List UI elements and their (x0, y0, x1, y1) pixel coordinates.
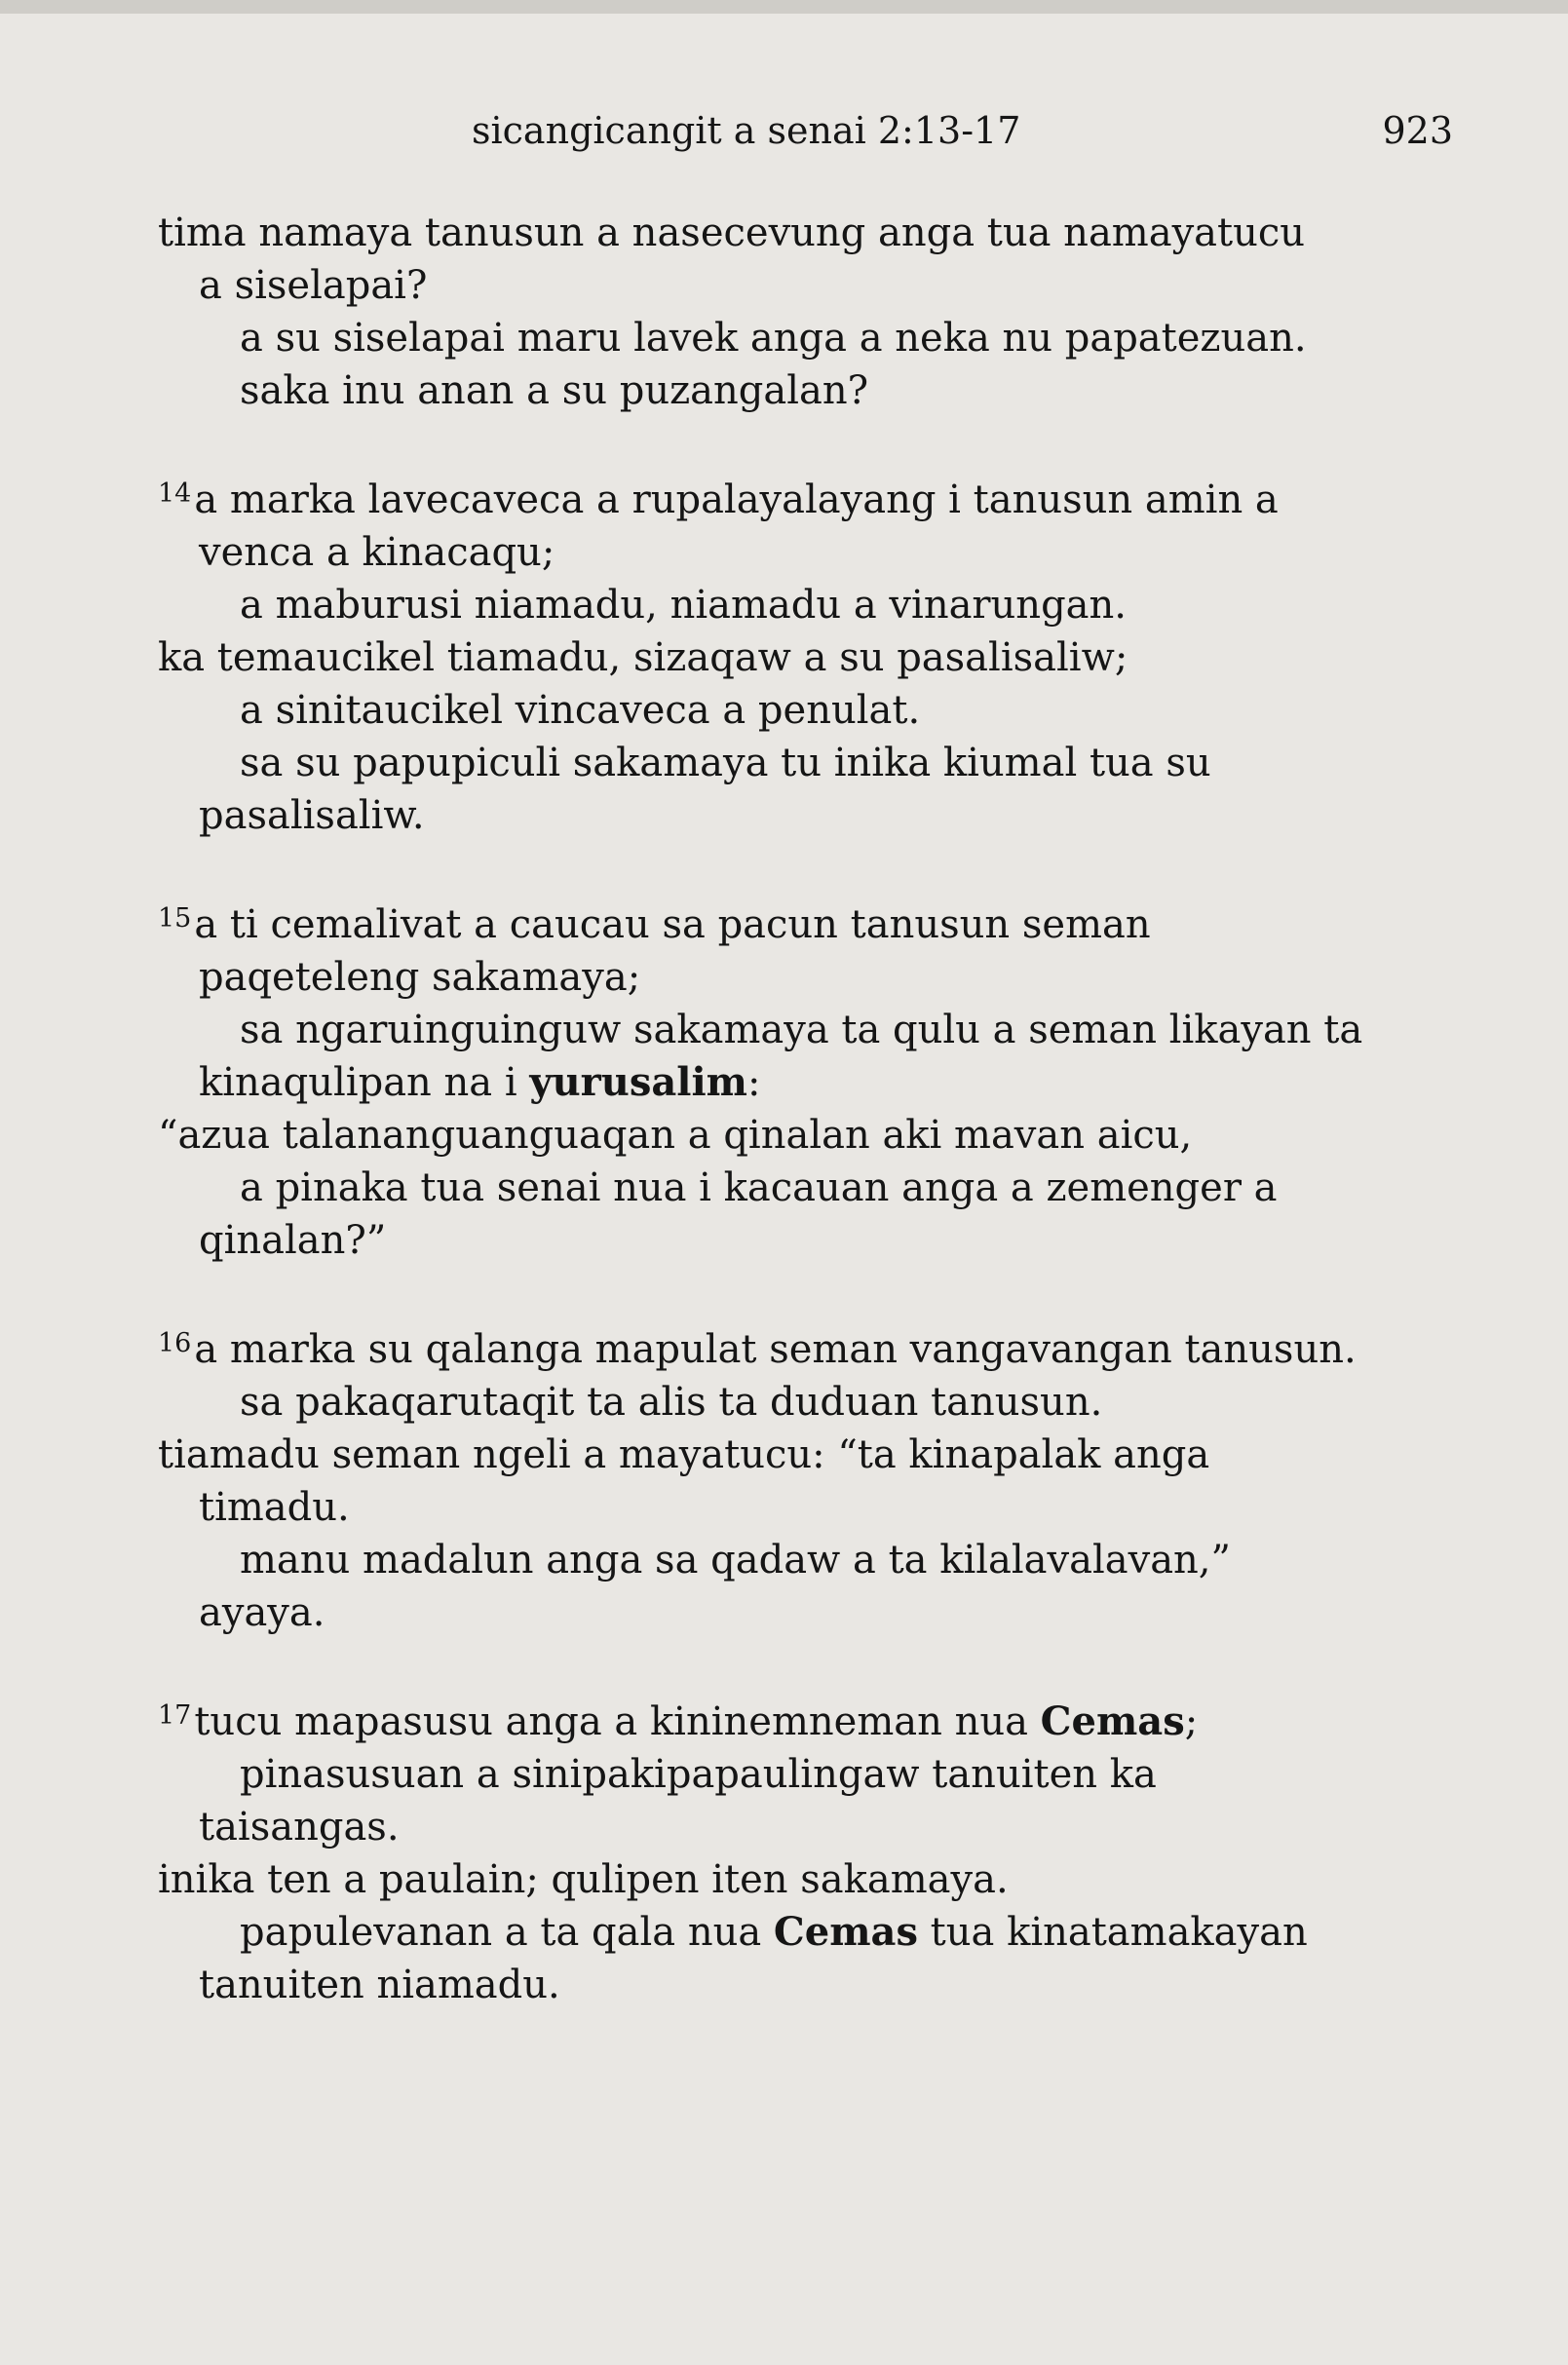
verse-line (158, 789, 1464, 842)
line-text: tiamadu seman ngeli a mayatucu: “ta kinapalak anga (158, 1432, 1210, 1477)
verse-number: 16 (158, 1328, 192, 1358)
line-text: papulevanan a ta qala nua (240, 1910, 774, 1955)
verse-line (158, 1748, 1464, 1801)
line-text: ayaya. (199, 1590, 325, 1635)
verse-line (158, 631, 1464, 684)
page-top-edge (0, 0, 1568, 14)
line-text: saka inu anan a su puzangalan? (240, 368, 869, 413)
verse-line (158, 1690, 1464, 1748)
verse-line (158, 1214, 1464, 1267)
line-text: sa pakaqarutaqit ta alis ta duduan tanusun. (240, 1380, 1103, 1425)
line-text: qinalan?” (199, 1218, 387, 1263)
verse-number: 17 (158, 1700, 192, 1731)
stanza (158, 468, 1464, 842)
stanza (158, 893, 1464, 1267)
stanza (158, 207, 1464, 417)
line-text: sa ngaruinguinguw sakamaya ta qulu a seman likayan ta (240, 1008, 1363, 1052)
verse-line (158, 1586, 1464, 1639)
line-text: taisangas. (199, 1805, 400, 1850)
line-text: a maburusi niamadu, niamadu a vinarungan. (240, 583, 1127, 628)
verse-line (158, 1376, 1464, 1429)
line-text: tima namaya tanusun a nasecevung anga tua namayatucu (158, 210, 1306, 255)
verse-line (158, 526, 1464, 579)
line-text-tail: : (747, 1060, 761, 1105)
verse-line (158, 1429, 1464, 1481)
line-text: timadu. (199, 1485, 350, 1530)
verse-line (158, 1534, 1464, 1586)
verse-line (158, 1056, 1464, 1109)
line-text: venca a kinacaqu; (199, 530, 555, 575)
line-text: manu madalun anga sa qadaw a ta kilalavalavan,” (240, 1538, 1231, 1583)
stanza (158, 1317, 1464, 1639)
verse-line (158, 951, 1464, 1004)
line-text: tucu mapasusu anga a kininemneman nua (194, 1699, 1041, 1744)
verse-line (158, 468, 1464, 526)
line-text: paqeteleng sakamaya; (199, 955, 641, 1000)
verse-line (158, 1481, 1464, 1534)
running-head: sicangicangit a senai 2:13-17 (472, 109, 1021, 152)
bold-name: yurusalim (529, 1059, 747, 1105)
verse-line (158, 1162, 1464, 1214)
line-text: ka temaucikel tiamadu, sizaqaw a su pasalisaliw; (158, 635, 1128, 680)
line-text: a sinitaucikel vincaveca a penulat. (240, 688, 921, 733)
bold-name: Cemas (1040, 1698, 1185, 1744)
line-text-tail: tua kinatamakayan (917, 1910, 1308, 1955)
verse-line (158, 259, 1464, 312)
bold-name: Cemas (773, 1909, 918, 1955)
verse-line (158, 1959, 1464, 2011)
verse-line (158, 1317, 1464, 1376)
line-text: a marka su qalanga mapulat seman vangavangan tanusun. (194, 1327, 1357, 1372)
line-text: “azua talananguanguaqan a qinalan aki mavan aicu, (158, 1113, 1193, 1158)
line-text: kinaqulipan na i (199, 1060, 530, 1105)
verse-line (158, 1853, 1464, 1906)
page-number: 923 (1382, 109, 1453, 152)
verse-line (158, 737, 1464, 789)
line-text: pasalisaliw. (199, 793, 425, 838)
verse-line (158, 1109, 1464, 1162)
poem-body (158, 207, 1464, 2062)
line-text-tail: ; (1184, 1699, 1199, 1744)
line-text: sa su papupiculi sakamaya tu inika kiumal tua su (240, 741, 1211, 785)
verse-line (158, 684, 1464, 737)
verse-line (158, 312, 1464, 364)
line-text: a su siselapai maru lavek anga a neka nu papatezuan. (240, 316, 1307, 361)
verse-line (158, 1801, 1464, 1853)
verse-line (158, 207, 1464, 259)
verse-number: 15 (158, 903, 192, 934)
verse-number: 14 (158, 478, 192, 509)
line-text: pinasusuan a sinipakipapaulingaw tanuiten ka (240, 1752, 1157, 1797)
line-text: a pinaka tua senai nua i kacauan anga a zemenger a (240, 1165, 1278, 1210)
verse-line (158, 1906, 1464, 1959)
line-text: tanuiten niamadu. (199, 1963, 560, 2007)
verse-line (158, 893, 1464, 951)
line-text: a marka lavecaveca a rupalayalayang i tanusun amin a (194, 477, 1279, 522)
stanza (158, 1690, 1464, 2011)
page-header (0, 101, 1568, 160)
line-text: a ti cemalivat a caucau sa pacun tanusun seman (194, 902, 1151, 947)
line-text: inika ten a paulain; qulipen iten sakamaya. (158, 1857, 1009, 1902)
verse-line (158, 364, 1464, 417)
verse-line (158, 1004, 1464, 1056)
verse-line (158, 579, 1464, 631)
line-text: a siselapai? (199, 263, 428, 308)
